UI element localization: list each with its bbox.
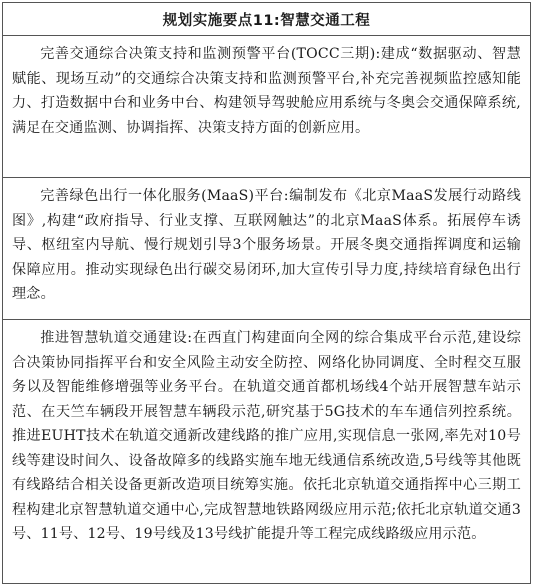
key-points-table — [2, 2, 531, 584]
section-smart-rail — [3, 320, 530, 584]
table-title: 规划实施要点11:智慧交通工程 — [162, 12, 371, 29]
section-maas-text: 完善绿色出行一体化服务(MaaS)平台:编制发布《北京MaaS发展行动路线图》,构建“政府指导、行业支撑、互联网触达”的北京MaaS体系。拓展停车诱导、枢纽室内导航、慢行规划引导3个服务场景。开展冬奥交通指挥调度和运输保障应用。推动实现绿色出行碳交易闭环,加大宣传引导力度,持续培育绿色出行理念。 — [12, 188, 521, 303]
section-tocc — [3, 36, 530, 178]
section-maas — [3, 178, 530, 320]
section-smart-rail-text: 推进智慧轨道交通建设:在西直门构建面向全网的综合集成平台示范,建设综合决策协同指挥平台和安全风险主动安全防控、网络化协同调度、全时程交互服务以及智能维修增强等业务平台。在轨道交通首都机场线4个站开展智慧车站示范、在天竺车辆段开展智慧车辆段示范,研究基于5G技术的车车通信列控系统。推进EUHT技术在轨道交通新改建线路的推广应用,实现信息一张网,率先对10号线等建设时间久、设备故障多的线路实施车地无线通信系统改造,5号线等其他既有线路结合相关设备更新改造项目统筹实施。依托北京轨道交通指挥中心三期工程构建北京智慧轨道交通中心,完成智慧地铁路网级应用示范;依托北京轨道交通3号、11号、12号、19号线及13号线扩能提升等工程完成线路级应用示范。 — [12, 330, 521, 542]
table-header — [3, 3, 530, 36]
section-tocc-text: 完善交通综合决策支持和监测预警平台(TOCC三期):建成“数据驱动、智慧赋能、现场互动”的交通综合决策支持和监测预警平台,补充完善视频监控感知能力、打造数据中台和业务中台、构建领导驾驶舱应用系统与冬奥会交通保障系统,满足在交通监测、协调指挥、决策支持方面的创新应用。 — [12, 46, 521, 136]
